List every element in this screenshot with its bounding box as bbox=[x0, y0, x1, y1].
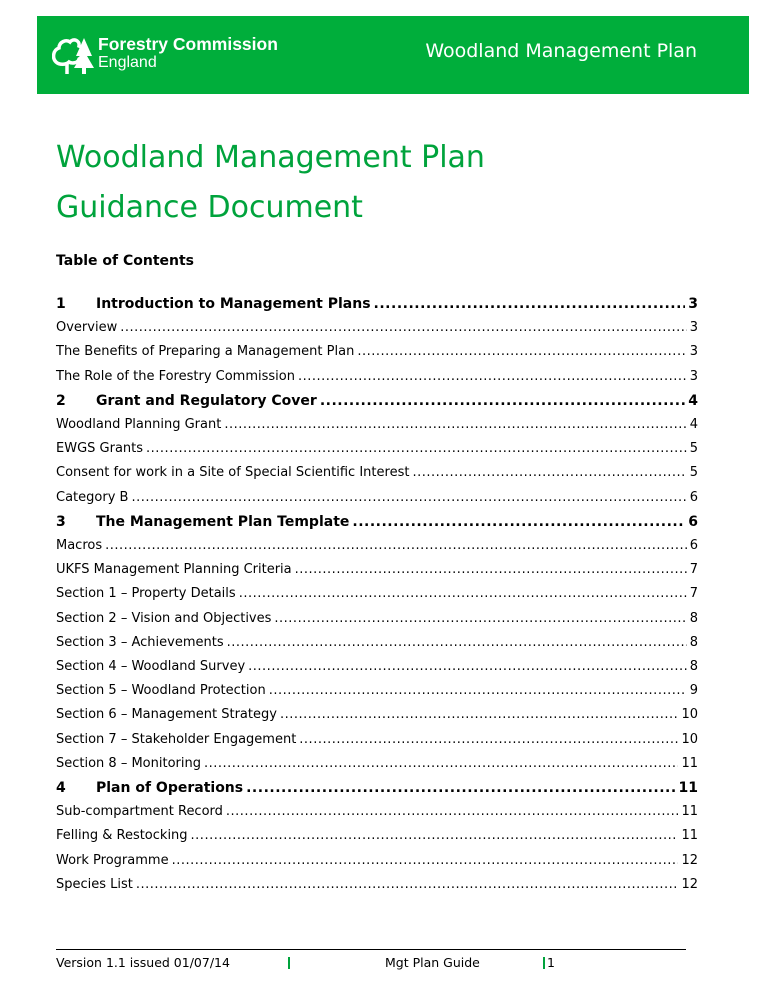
toc-label: The Benefits of Preparing a Management Plan bbox=[56, 344, 355, 360]
toc-leader-dots bbox=[298, 369, 687, 385]
toc-label: Section 5 – Woodland Protection bbox=[56, 683, 266, 699]
toc-label: Species List bbox=[56, 876, 133, 892]
toc-label: Felling & Restocking bbox=[56, 828, 188, 844]
toc-section-heading[interactable] bbox=[56, 393, 698, 409]
toc-leader-dots bbox=[295, 562, 687, 578]
toc-page-number: 3 bbox=[689, 368, 698, 384]
toc-section-number: 2 bbox=[56, 392, 66, 409]
document-title-line2: Guidance Document bbox=[56, 190, 363, 225]
toc-entry[interactable] bbox=[56, 635, 698, 651]
toc-leader-dots bbox=[269, 683, 687, 699]
toc-page-number: 5 bbox=[689, 465, 698, 481]
toc-entry[interactable] bbox=[56, 441, 698, 457]
toc-section-number: 4 bbox=[56, 780, 66, 796]
toc-page-number: 4 bbox=[688, 392, 698, 409]
toc-entry[interactable] bbox=[56, 828, 698, 844]
toc-page-number: 7 bbox=[689, 586, 698, 602]
toc-entry[interactable] bbox=[56, 538, 698, 554]
toc-leader-dots bbox=[191, 828, 679, 844]
footer-doc-name: Mgt Plan Guide bbox=[385, 955, 480, 970]
toc-entry[interactable] bbox=[56, 707, 698, 723]
tree-logo-icon bbox=[52, 32, 94, 76]
toc-entry[interactable] bbox=[56, 465, 698, 481]
toc-label: Work Programme bbox=[56, 852, 169, 868]
document-title-line1: Woodland Management Plan bbox=[56, 140, 485, 175]
toc-label: Section 4 – Woodland Survey bbox=[56, 659, 246, 674]
toc-leader-dots bbox=[248, 659, 687, 675]
toc-section-heading[interactable] bbox=[56, 296, 698, 312]
toc-page-number: 9 bbox=[689, 683, 698, 699]
toc-entry[interactable] bbox=[56, 756, 698, 772]
toc-leader-dots bbox=[299, 732, 678, 748]
toc-leader-dots bbox=[136, 877, 679, 893]
toc-leader-dots bbox=[246, 780, 675, 796]
toc-entry[interactable] bbox=[56, 417, 698, 433]
toc-page-number: 8 bbox=[689, 634, 698, 650]
toc-entry[interactable] bbox=[56, 490, 698, 506]
toc-label: Introduction to Management Plans bbox=[96, 296, 371, 312]
toc-label: The Management Plan Template bbox=[96, 513, 350, 530]
toc-leader-dots bbox=[412, 465, 686, 481]
toc-page-number: 4 bbox=[689, 417, 698, 432]
toc-label: Section 3 – Achievements bbox=[56, 634, 224, 650]
toc-section-number: 1 bbox=[56, 296, 66, 312]
toc-label: Overview bbox=[56, 320, 118, 336]
toc-entry[interactable] bbox=[56, 683, 698, 699]
toc-entry[interactable] bbox=[56, 344, 698, 360]
toc-page-number: 10 bbox=[681, 707, 698, 723]
footer-separator bbox=[543, 957, 545, 969]
toc-entry[interactable] bbox=[56, 804, 698, 820]
toc-leader-dots bbox=[239, 586, 687, 602]
toc-entry[interactable] bbox=[56, 611, 698, 627]
toc-page-number: 3 bbox=[689, 320, 698, 336]
toc-leader-dots bbox=[120, 320, 687, 336]
toc-entry[interactable] bbox=[56, 853, 698, 869]
toc-page-number: 11 bbox=[681, 828, 698, 844]
toc-label: Consent for work in a Site of Special Scientific Interest bbox=[56, 465, 410, 481]
toc-label: Plan of Operations bbox=[96, 780, 244, 796]
toc-entry[interactable] bbox=[56, 659, 698, 675]
toc-label: Grant and Regulatory Cover bbox=[96, 392, 317, 409]
header-title: Woodland Management Plan bbox=[425, 40, 697, 62]
toc-section-heading[interactable] bbox=[56, 780, 698, 796]
org-name: Forestry Commission bbox=[98, 34, 278, 54]
toc-entry[interactable] bbox=[56, 320, 698, 336]
toc-leader-dots bbox=[204, 756, 678, 772]
org-region: England bbox=[98, 54, 157, 71]
toc-page-number: 3 bbox=[689, 344, 698, 360]
toc-label: EWGS Grants bbox=[56, 441, 144, 457]
toc-leader-dots bbox=[374, 296, 686, 312]
toc-entry[interactable] bbox=[56, 586, 698, 602]
toc-entry[interactable] bbox=[56, 732, 698, 748]
toc-leader-dots bbox=[172, 853, 679, 869]
toc-label: Category B bbox=[56, 489, 129, 505]
toc-leader-dots bbox=[105, 538, 687, 554]
toc-leader-dots bbox=[227, 635, 687, 651]
toc-page-number: 6 bbox=[689, 489, 698, 505]
toc-leader-dots bbox=[320, 393, 685, 409]
toc-leader-dots bbox=[224, 417, 686, 433]
toc-leader-dots bbox=[357, 344, 686, 360]
toc-label: Section 2 – Vision and Objectives bbox=[56, 610, 272, 626]
footer-version: Version 1.1 issued 01/07/14 bbox=[56, 955, 230, 970]
toc-label: Section 8 – Monitoring bbox=[56, 755, 201, 771]
toc-label: UKFS Management Planning Criteria bbox=[56, 562, 292, 578]
footer-separator bbox=[288, 957, 290, 969]
toc-leader-dots bbox=[131, 490, 686, 506]
toc-label: Section 7 – Stakeholder Engagement bbox=[56, 731, 297, 747]
toc-leader-dots bbox=[274, 611, 686, 627]
toc-section-heading[interactable] bbox=[56, 514, 698, 530]
toc-label: Section 6 – Management Strategy bbox=[56, 707, 277, 723]
toc-entry[interactable] bbox=[56, 369, 698, 385]
toc-page-number: 8 bbox=[689, 610, 698, 626]
toc-page-number: 11 bbox=[678, 780, 698, 796]
toc-page-number: 6 bbox=[688, 513, 698, 530]
forestry-commission-logo bbox=[52, 30, 292, 82]
toc-leader-dots bbox=[280, 707, 679, 723]
toc-leader-dots bbox=[352, 514, 685, 530]
toc-page-number: 10 bbox=[681, 731, 698, 747]
toc-page-number: 8 bbox=[689, 659, 698, 674]
toc-label: Sub-compartment Record bbox=[56, 804, 223, 820]
toc-page-number: 12 bbox=[681, 876, 698, 892]
footer-page-number: 1 bbox=[547, 955, 555, 970]
toc-label: Section 1 – Property Details bbox=[56, 586, 236, 602]
toc-entry[interactable] bbox=[56, 562, 698, 578]
toc-page-number: 3 bbox=[688, 296, 698, 312]
toc-label: The Role of the Forestry Commission bbox=[56, 368, 295, 384]
toc-heading: Table of Contents bbox=[56, 253, 195, 269]
toc-page-number: 5 bbox=[689, 441, 698, 457]
toc-page-number: 6 bbox=[689, 538, 698, 553]
toc-leader-dots bbox=[146, 441, 687, 457]
toc-entry[interactable] bbox=[56, 877, 698, 893]
toc-label: Macros bbox=[56, 538, 103, 553]
toc-page-number: 11 bbox=[681, 804, 698, 820]
toc-page-number: 11 bbox=[681, 755, 698, 771]
footer-divider bbox=[56, 949, 686, 950]
toc-page-number: 7 bbox=[689, 562, 698, 578]
toc-page-number: 12 bbox=[681, 852, 698, 868]
toc-label: Woodland Planning Grant bbox=[56, 417, 222, 432]
toc-section-number: 3 bbox=[56, 513, 66, 530]
toc-leader-dots bbox=[226, 804, 679, 820]
